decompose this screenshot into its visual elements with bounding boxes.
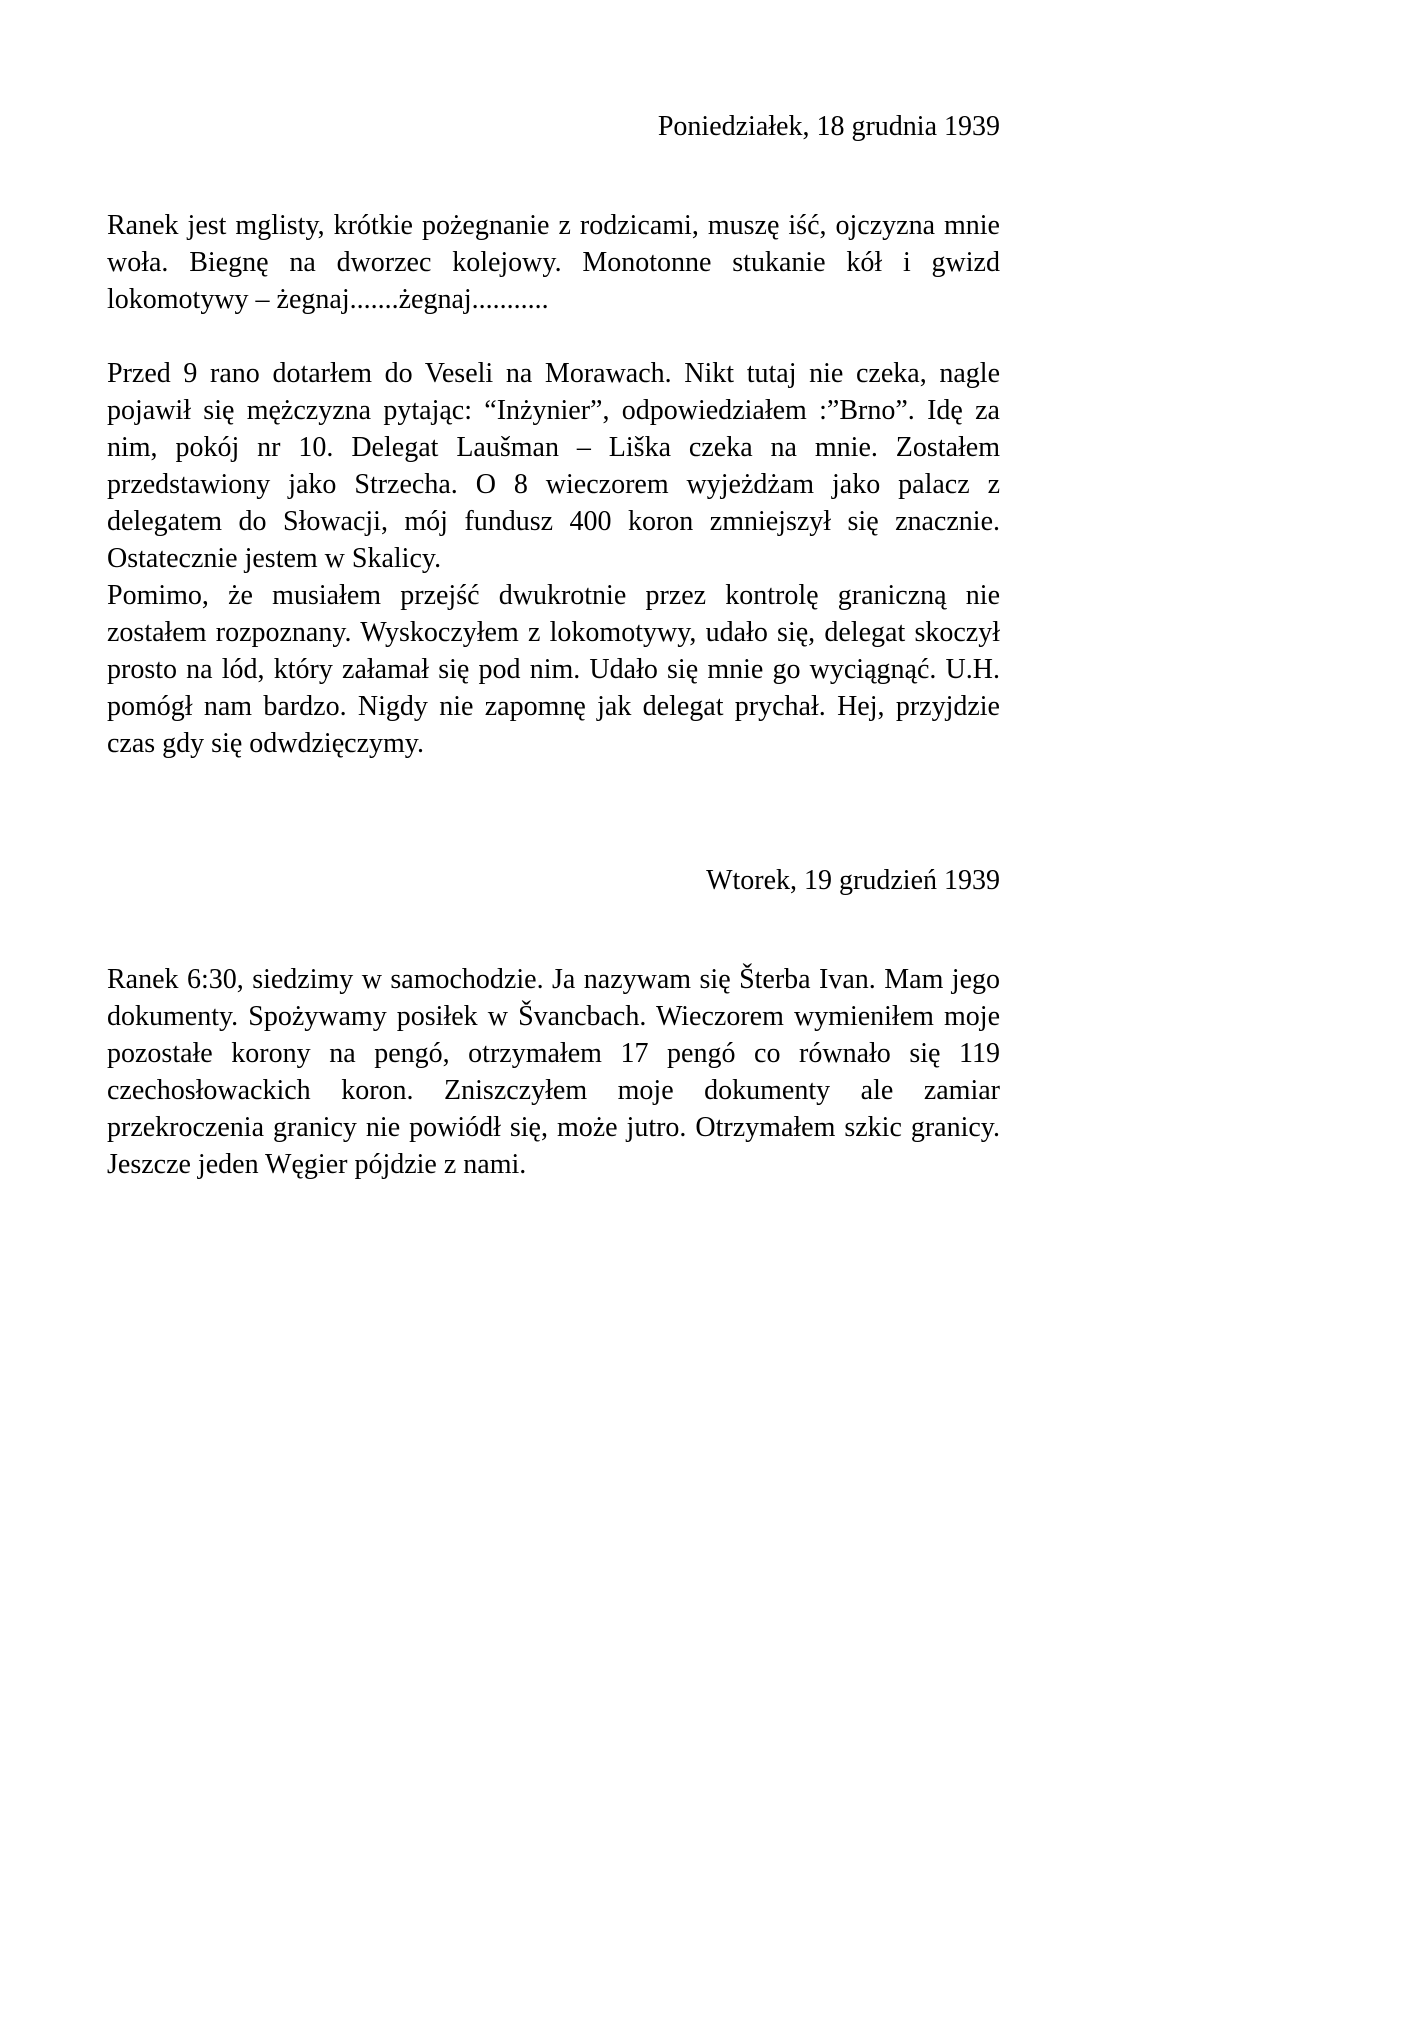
diary-entry-tuesday: [107, 862, 1000, 1183]
paragraph: Pomimo, że musiałem przejść dwukrotnie przez kontrolę graniczną nie zostałem rozpoznany. Wyskoczyłem z lokomotywy, udało się, delegat skoczył prosto na lód, który załamał się pod nim. Udało się mnie go wyciągnąć. U.H. pomógł nam bardzo. Nigdy nie zapomnę jak delegat prychał. Hej, przyjdzie czas gdy się odwdzięczymy.: [107, 580, 1000, 759]
entry-date: Wtorek, 19 grudzień 1939: [706, 865, 1000, 896]
paragraph: Ranek 6:30, siedzimy w samochodzie. Ja nazywam się Šterba Ivan. Mam jego dokumenty. Spożywamy posiłek w Švancbach. Wieczorem wymieniłem moje pozostałe korony na pengó, otrzymałem 17 pengó co równało się 119 czechosłowackich koron. Zniszczyłem moje dokumenty ale zamiar przekroczenia granicy nie powiódł się, może jutro. Otrzymałem szkic granicy. Jeszcze jeden Węgier pójdzie z nami.: [107, 964, 1000, 1180]
paragraph: Ranek jest mglisty, krótkie pożegnanie z rodzicami, muszę iść, ojczyzna mnie woła. Biegnę na dworzec kolejowy. Monotonne stukanie kół i gwizd lokomotywy – żegnaj.......żegnaj...........: [107, 210, 1000, 315]
diary-entry-monday: [107, 108, 1000, 762]
paragraph: Przed 9 rano dotarłem do Veseli na Morawach. Nikt tutaj nie czeka, nagle pojawił się mężczyzna pytając: “Inżynier”, odpowiedziałem :”Brno”. Idę za nim, pokój nr 10. Delegat Laušman – Liška czeka na mnie. Zostałem przedstawiony jako Strzecha. O 8 wieczorem wyjeżdżam jako palacz z delegatem do Słowacji, mój fundusz 400 koron zmniejszył się znacznie. Ostatecznie jestem w Skalicy.: [107, 358, 1000, 574]
entry-date: Poniedziałek, 18 grudnia 1939: [657, 111, 1000, 142]
